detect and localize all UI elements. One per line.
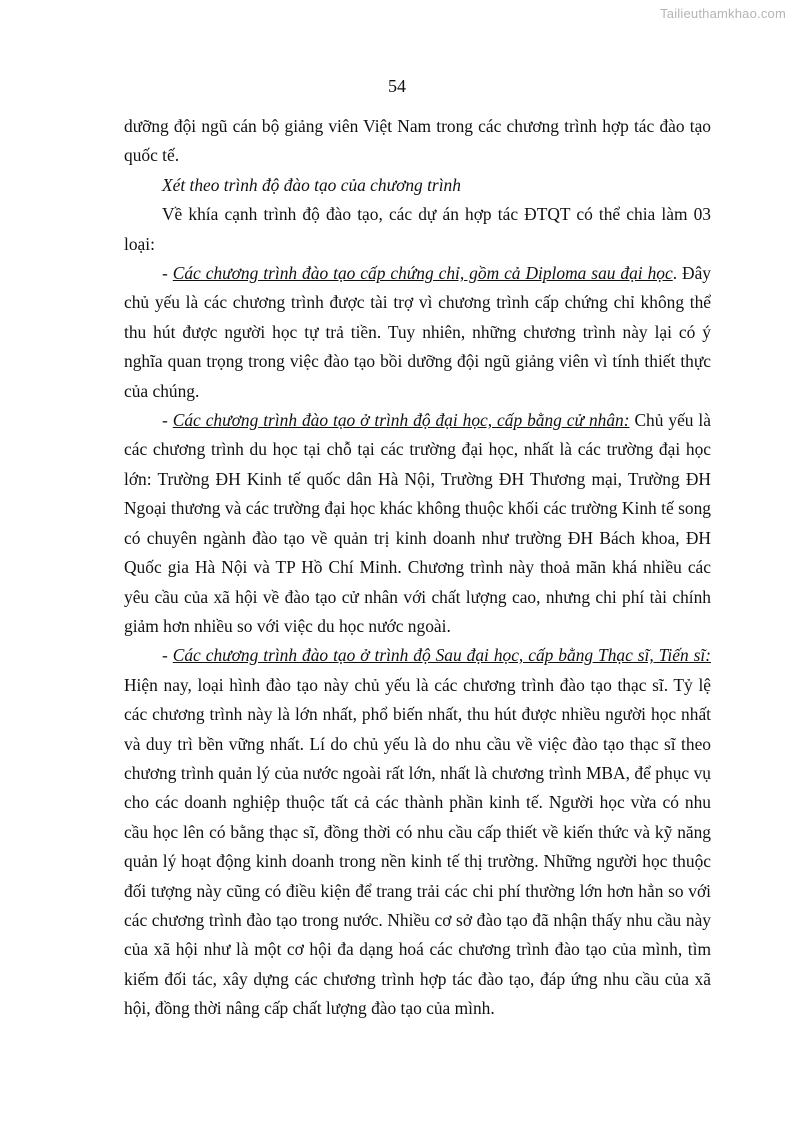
list-item-bachelor	[124, 406, 711, 641]
list-item-body: . Đây chủ yếu là các chương trình được tài trợ vì chương trình cấp chứng chỉ không thể thu hút được người học tự trả tiền. Tuy nhiên, những chương trình này lại có ý nghĩa quan trọng trong việc đào tạo bồi dưỡng đội ngũ giảng viên vì tính thiết thực của chúng.	[124, 263, 712, 401]
list-item-certificate	[124, 259, 711, 406]
list-item-title: Các chương trình đào tạo cấp chứng chỉ, gồm cả Diploma sau đại học	[172, 263, 673, 284]
list-item-postgraduate	[124, 641, 711, 1023]
list-dash: -	[162, 410, 173, 431]
document-body	[124, 112, 711, 1024]
paragraph-intro: Về khía cạnh trình độ đào tạo, các dự án hợp tác ĐTQT có thể chia làm 03 loại:	[124, 204, 711, 254]
paragraph-continuation: dưỡng đội ngũ cán bộ giảng viên Việt Nam trong các chương trình hợp tác đào tạo quốc tế.	[124, 116, 711, 166]
list-item-title: Các chương trình đào tạo ở trình độ đại học, cấp bằng cử nhân:	[172, 410, 630, 431]
list-item-body: Chủ yếu là các chương trình du học tại chỗ tại các trường đại học, nhất là các trường đại học lớn: Trường ĐH Kinh tế quốc dân Hà Nội, Trường ĐH Thương mại, Trường ĐH Ngoại thương và các trường đại học khác không thuộc khối các trường Kinh tế song có chuyên ngành đào tạo về quản trị kinh doanh như trường ĐH Bách khoa, ĐH Quốc gia Hà Nội và TP Hồ Chí Minh. Chương trình này thoả mãn khá nhiều các yêu cầu của xã hội về đào tạo cử nhân với chất lượng cao, nhưng chi phí tài chính giảm hơn nhiều so với việc du học nước ngoài.	[124, 410, 711, 636]
list-item-body: Hiện nay, loại hình đào tạo này chủ yếu là các chương trình đào tạo thạc sĩ. Tỷ lệ các chương trình này là lớn nhất, phổ biến nhất, thu hút được nhiều người học nhất và duy trì bền vững nhất. Lí do chủ yếu là do nhu cầu về việc đào tạo thạc sĩ theo chương trình quản lý của nước ngoài rất lớn, nhất là chương trình MBA, để phục vụ cho các doanh nghiệp thuộc tất cả các thành phần kinh tế. Người học vừa có nhu cầu học lên có bằng thạc sĩ, đồng thời có nhu cầu cấp thiết về kiến thức và kỹ năng quản lý hoạt động kinh doanh trong nền kinh tế thị trường. Những người học thuộc đối tượng này cũng có điều kiện để trang trải các chi phí thường lớn hơn hẳn so với các chương trình đào tạo trong nước. Nhiều cơ sở đào tạo đã nhận thấy nhu cầu này của xã hội như là một cơ hội đa dạng hoá các chương trình đào tạo của mình, tìm kiếm đối tác, xây dựng các chương trình hợp tác đào tạo, đáp ứng nhu cầu của xã hội, đồng thời nâng cấp chất lượng đào tạo của mình.	[124, 674, 711, 1019]
watermark-text: Tailieuthamkhao.com	[660, 6, 786, 21]
section-heading: Xét theo trình độ đào tạo của chương trình	[162, 174, 461, 195]
list-dash: -	[162, 645, 173, 666]
list-dash: -	[162, 263, 173, 284]
page-number: 54	[388, 76, 406, 96]
list-item-title: Các chương trình đào tạo ở trình độ Sau đại học, cấp bằng Thạc sĩ, Tiến sĩ:	[172, 645, 711, 666]
